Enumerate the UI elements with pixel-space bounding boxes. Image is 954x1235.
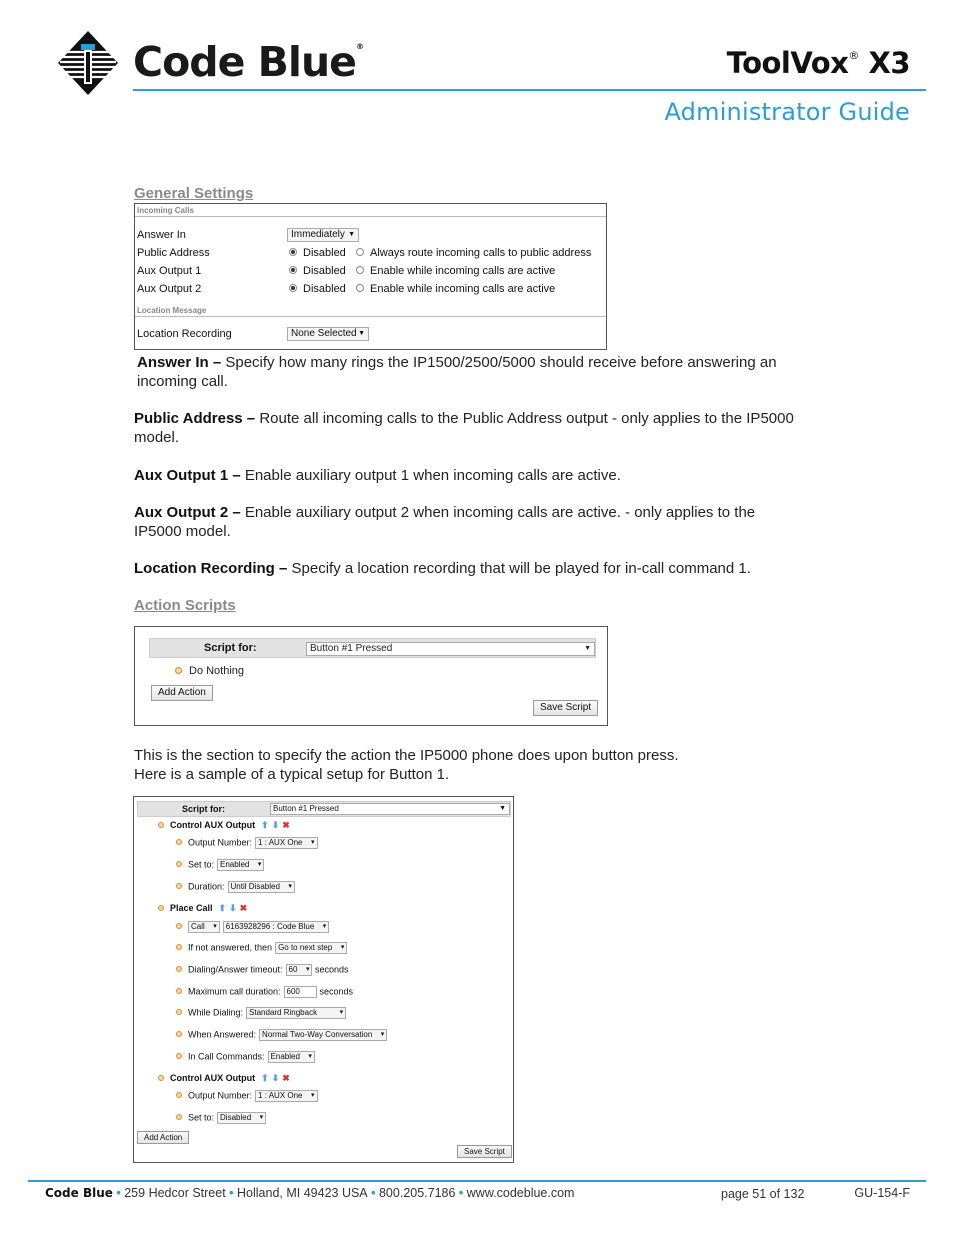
dropdown-arrow-icon: ▼ bbox=[358, 330, 365, 337]
add-action-button[interactable]: Add Action bbox=[151, 685, 213, 701]
footer-divider bbox=[28, 1180, 926, 1182]
footer-website-link[interactable]: www.codeblue.com bbox=[466, 1186, 575, 1200]
set-to-select[interactable]: Enabled ▾ bbox=[217, 859, 264, 871]
bullet-icon bbox=[176, 988, 182, 994]
footer-contact: Code Blue • 259 Hedcor Street • Holland, MI 49423 USA • 800.205.7186 • www.codeblue.com bbox=[45, 1186, 575, 1200]
location-recording-label: Location Recording bbox=[137, 328, 232, 340]
header-divider bbox=[133, 89, 926, 91]
script-for-select[interactable]: Button #1 Pressed ▼ bbox=[270, 803, 510, 815]
description-aux-output-1: Aux Output 1 – Enable auxiliary output 1 when incoming calls are active. bbox=[134, 467, 621, 484]
in-call-commands-select[interactable]: Enabled ▾ bbox=[268, 1051, 315, 1063]
not-answered-select[interactable]: Go to next step ▾ bbox=[275, 942, 347, 954]
answer-in-label: Answer In bbox=[137, 229, 186, 241]
duration-select[interactable]: Until Disabled ▾ bbox=[228, 881, 295, 893]
max-duration-row: Maximum call duration: 600 seconds bbox=[176, 986, 353, 998]
save-script-button[interactable]: Save Script bbox=[457, 1145, 512, 1158]
bullet-icon bbox=[176, 861, 182, 867]
bullet-icon bbox=[176, 1092, 182, 1098]
bullet-icon bbox=[175, 667, 182, 674]
delete-icon[interactable]: ✖ bbox=[282, 820, 293, 830]
description-public-address: Public Address – Route all incoming calls to the Public Address output - only applies to the IP5000 model. bbox=[134, 410, 794, 446]
script-for-label: Script for: bbox=[182, 804, 226, 814]
incoming-calls-label: Incoming Calls bbox=[137, 206, 194, 215]
bullet-icon bbox=[158, 1075, 164, 1081]
code-blue-logo-icon bbox=[57, 30, 119, 96]
action-scripts-heading: Action Scripts bbox=[134, 597, 236, 614]
timeout-select[interactable]: 60 ▾ bbox=[286, 964, 313, 976]
divider bbox=[135, 316, 606, 317]
move-up-icon[interactable]: ⬆ bbox=[218, 903, 230, 913]
intro-line-1: This is the section to specify the action the IP5000 phone does upon button press. bbox=[134, 747, 679, 764]
page-number: page 51 of 132 bbox=[721, 1187, 805, 1201]
move-up-icon[interactable]: ⬆ bbox=[261, 1073, 272, 1083]
radio-selected-icon bbox=[289, 248, 297, 256]
aux-output-2-enable-radio[interactable]: Enable while incoming calls are active bbox=[356, 283, 555, 295]
location-message-label: Location Message bbox=[137, 306, 207, 315]
control-aux-output-action[interactable]: Control AUX Output ⬆⬇✖ bbox=[158, 820, 293, 831]
radio-selected-icon bbox=[289, 266, 297, 274]
action-scripts-panel bbox=[134, 626, 608, 726]
aux-output-1-label: Aux Output 1 bbox=[137, 265, 202, 277]
call-row bbox=[176, 921, 329, 933]
delete-icon[interactable]: ✖ bbox=[239, 903, 251, 913]
call-target-select[interactable]: 6163928296 : Code Blue ▾ bbox=[223, 921, 330, 933]
location-recording-select[interactable]: None Selected ▼ bbox=[287, 327, 369, 341]
description-location-recording: Location Recording – Specify a location recording that will be played for in-call command 1. bbox=[134, 560, 751, 577]
divider bbox=[135, 216, 606, 217]
radio-icon bbox=[356, 266, 364, 274]
aux-output-2-label: Aux Output 2 bbox=[137, 283, 202, 295]
dropdown-arrow-icon: ▼ bbox=[348, 231, 355, 238]
bullet-icon bbox=[176, 1009, 182, 1015]
guide-title: Administrator Guide bbox=[664, 98, 910, 126]
when-answered-row: When Answered: Normal Two-Way Conversation ▾ bbox=[176, 1029, 387, 1041]
bullet-icon bbox=[176, 944, 182, 950]
bullet-icon bbox=[176, 1053, 182, 1059]
delete-icon[interactable]: ✖ bbox=[282, 1073, 293, 1083]
while-dialing-select[interactable]: Standard Ringback ▾ bbox=[246, 1007, 346, 1019]
dropdown-arrow-icon: ▼ bbox=[584, 645, 591, 652]
action-item-do-nothing[interactable]: Do Nothing bbox=[175, 665, 244, 677]
move-up-icon[interactable]: ⬆ bbox=[261, 820, 272, 830]
in-call-commands-row: In Call Commands: Enabled ▾ bbox=[176, 1051, 315, 1063]
call-type-select[interactable]: Call ▾ bbox=[188, 921, 220, 933]
public-address-label: Public Address bbox=[137, 247, 210, 259]
aux-output-1-disabled-radio[interactable]: Disabled bbox=[289, 265, 346, 277]
description-answer-in: Answer In – Specify how many rings the IP1500/2500/5000 should receive before answering an incoming call. bbox=[137, 354, 777, 390]
public-address-enable-radio[interactable]: Always route incoming calls to public address bbox=[356, 247, 591, 259]
bullet-icon bbox=[176, 839, 182, 845]
add-action-button[interactable]: Add Action bbox=[137, 1131, 189, 1144]
move-down-icon[interactable]: ⬇ bbox=[271, 1073, 283, 1083]
radio-icon bbox=[356, 284, 364, 292]
dropdown-arrow-icon: ▼ bbox=[499, 805, 506, 812]
duration-row: Duration: Until Disabled ▾ bbox=[176, 881, 295, 893]
move-down-icon[interactable]: ⬇ bbox=[229, 903, 240, 913]
sample-script-panel bbox=[133, 796, 514, 1163]
place-call-action[interactable]: Place Call ⬆⬇✖ bbox=[158, 903, 250, 914]
set-to-row: Set to: Disabled ▾ bbox=[176, 1112, 266, 1124]
when-answered-select[interactable]: Normal Two-Way Conversation ▾ bbox=[259, 1029, 387, 1041]
product-title: ToolVox® X3 bbox=[726, 46, 910, 80]
timeout-row: Dialing/Answer timeout: 60 ▾ seconds bbox=[176, 964, 349, 976]
description-aux-output-2: Aux Output 2 – Enable auxiliary output 2 when incoming calls are active. - only applies to the IP5000 model. bbox=[134, 504, 756, 540]
document-id: GU-154-F bbox=[854, 1186, 910, 1200]
public-address-disabled-radio[interactable]: Disabled bbox=[289, 247, 346, 259]
output-number-select[interactable]: 1 : AUX One ▾ bbox=[255, 1090, 317, 1102]
output-number-row: Output Number: 1 : AUX One ▾ bbox=[176, 1090, 318, 1102]
save-script-button[interactable]: Save Script bbox=[533, 700, 598, 716]
bullet-icon bbox=[176, 966, 182, 972]
logo-wordmark: Code Blue® bbox=[133, 38, 363, 86]
move-down-icon[interactable]: ⬇ bbox=[271, 820, 283, 830]
answer-in-select[interactable]: Immediately ▼ bbox=[287, 228, 359, 242]
output-number-select[interactable]: 1 : AUX One ▾ bbox=[255, 837, 317, 849]
max-duration-input[interactable]: 600 bbox=[284, 986, 317, 998]
general-settings-heading: General Settings bbox=[134, 185, 254, 202]
output-number-row: Output Number: 1 : AUX One ▾ bbox=[176, 837, 318, 849]
bullet-icon bbox=[176, 883, 182, 889]
script-for-select[interactable]: Button #1 Pressed ▼ bbox=[306, 642, 595, 656]
control-aux-output-action[interactable]: Control AUX Output ⬆⬇✖ bbox=[158, 1073, 293, 1084]
while-dialing-row: While Dialing: Standard Ringback ▾ bbox=[176, 1007, 346, 1019]
bullet-icon bbox=[176, 1114, 182, 1120]
script-for-bar bbox=[137, 801, 511, 817]
footer-brand: Code Blue bbox=[45, 1186, 113, 1200]
bullet-icon bbox=[158, 822, 164, 828]
intro-line-2: Here is a sample of a typical setup for Button 1. bbox=[134, 766, 450, 783]
radio-selected-icon bbox=[289, 284, 297, 292]
radio-icon bbox=[356, 248, 364, 256]
bullet-icon bbox=[158, 905, 164, 911]
not-answered-row: If not answered, then Go to next step ▾ bbox=[176, 942, 347, 954]
set-to-row: Set to: Enabled ▾ bbox=[176, 859, 264, 871]
script-for-bar bbox=[149, 638, 596, 658]
aux-output-2-disabled-radio[interactable]: Disabled bbox=[289, 283, 346, 295]
set-to-select[interactable]: Disabled ▾ bbox=[217, 1112, 266, 1124]
aux-output-1-enable-radio[interactable]: Enable while incoming calls are active bbox=[356, 265, 555, 277]
bullet-icon bbox=[176, 1031, 182, 1037]
script-for-label: Script for: bbox=[204, 642, 257, 654]
bullet-icon bbox=[176, 923, 182, 929]
general-settings-panel bbox=[134, 203, 607, 350]
